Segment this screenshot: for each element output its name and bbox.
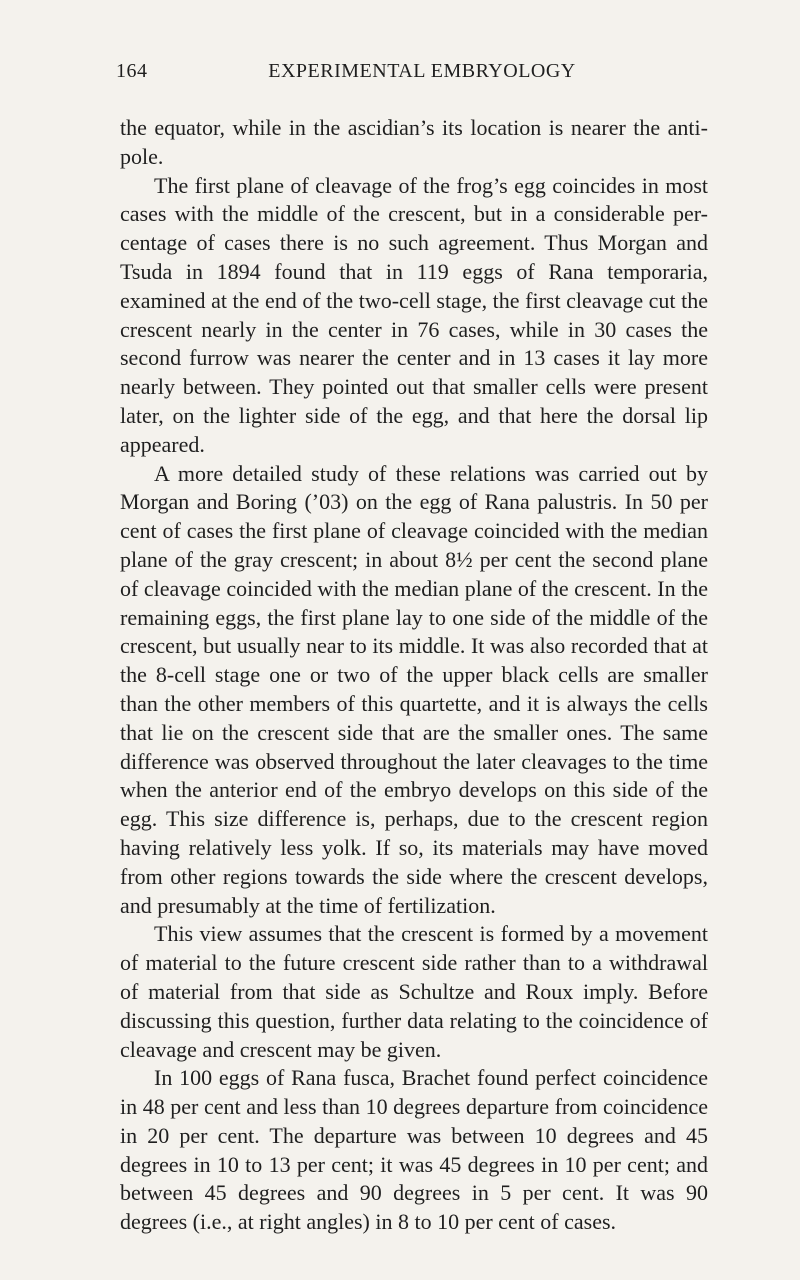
paragraph-continued: the equator, while in the ascidian’s its location is nearer the anti-pole.: [120, 115, 708, 169]
paragraph-frog-cleavage: The first plane of cleavage of the frog’s egg coincides in most cases with the middle of the crescent, but in a considerable per-centage of cases there is no such agreement. Thus Morgan and Tsuda in 1894 found that in 119 eggs of Rana temporaria, examined at the end of the two-cell stage, the first cleavage cut the crescent nearly in the center in 76 cases, while in 30 cases the second furrow was nearer the center and in 13 cases it lay more nearly between. They pointed out that smaller cells were present later, on the lighter side of the egg, and that here the dorsal lip appeared.: [120, 172, 708, 457]
paragraph-rana-fusca: In 100 eggs of Rana fusca, Brachet found perfect coincidence in 48 per cent and less than 10 degrees departure from coincidence in 20 per cent. The departure was between 10 degrees and 45 degrees in 10 to 13 per cent; it was 45 degrees in 10 per cent; and between 45 degrees and 90 degrees in 5 per cent. It was 90 degrees (i.e., at right angles) in 8 to 10 per cent of cases.: [120, 1065, 708, 1235]
running-title: EXPERIMENTAL EMBRYOLOGY: [268, 60, 576, 82]
body-text: [120, 114, 708, 1237]
page-header: [116, 60, 716, 92]
paragraph-rana-palustris: A more detailed study of these relations was carried out by Morgan and Boring (’03) on the egg of Rana palustris. In 50 per cent of cases the first plane of cleavage coincided with the median plane of the gray crescent; in about 8½ per cent the second plane of cleavage coincided with the median plane of the crescent. In the remaining eggs, the first plane lay to one side of the middle of the crescent, but usually near to its middle. It was also recorded that at the 8-cell stage one or two of the upper black cells are smaller than the other members of this quartette, and it is always the cells that lie on the crescent side that are the smaller ones. The same difference was observed throughout the later cleavages to the time when the anterior end of the embryo develops on this side of the egg. This size difference is, perhaps, due to the crescent region having relatively less yolk. If so, its materials may have moved from other regions towards the side where the crescent develops, and presumably at the time of fertilization.: [120, 460, 708, 918]
paragraph-crescent-view: This view assumes that the crescent is formed by a movement of material to the future crescent side rather than to a withdrawal of material from that side as Schultze and Roux imply. Before discussing this question, further data relating to the coincidence of cleavage and crescent may be given.: [120, 921, 708, 1062]
page-number: 164: [116, 60, 148, 82]
